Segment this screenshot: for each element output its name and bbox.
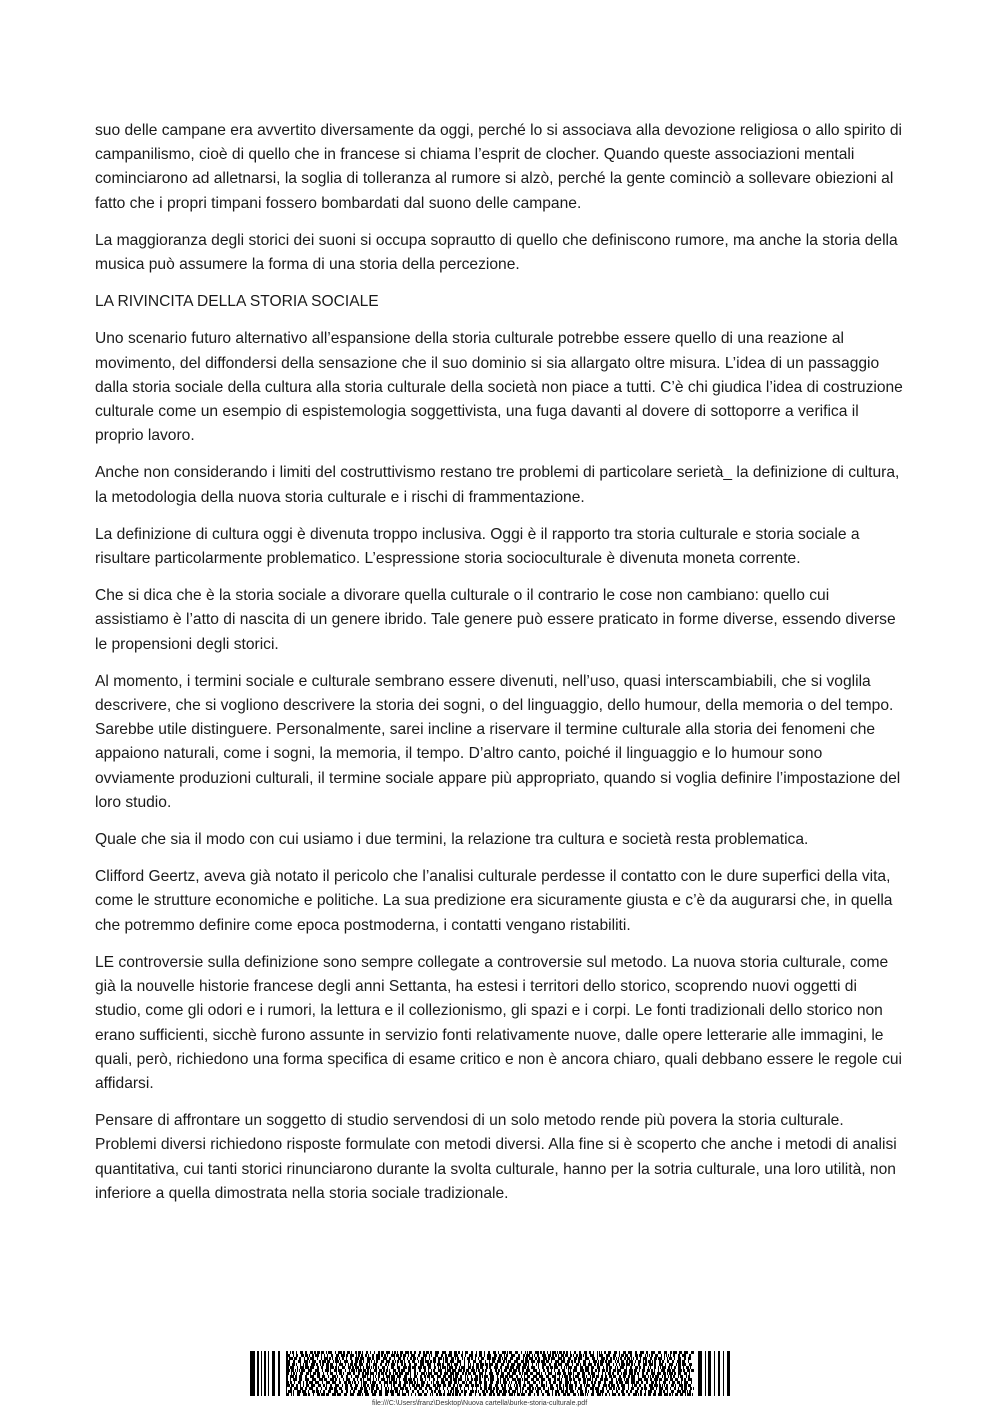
footer-file-path: file:///C:\Users\franz\Desktop\Nuova cartella\burke-storia-culturale.pdf — [372, 1400, 588, 1407]
barcode-graphic — [250, 1351, 732, 1396]
paragraph: Clifford Geertz, aveva già notato il pericolo che l’analisi culturale perdesse il contatto con le dure superfici della vita, come le strutture economiche e politiche. La sua predizione era sicuramente giusta e c’è da augurarsi che, in quella che potremmo definire come epoca postmoderna, i contatti vengano ristabiliti. — [95, 868, 893, 934]
paragraph: suo delle campane era avvertito diversamente da oggi, perché lo si associava alla devozione religiosa o allo spirito di campanilismo, cioè di quello che in francese si chiama l’esprit de clocher. Quando queste associazioni mentali cominciarono ad alletnarsi, la soglia di tolleranza al rumore si alzò, perché la gente cominciò a sollevare obiezioni al fatto che i propri timpani fossero bombardati dal suono delle campane. — [95, 122, 902, 212]
paragraph: Che si dica che è la storia sociale a divorare quella culturale o il contrario le cose non cambiano: quello cui assistiamo è l’atto di nascita di un genere ibrido. Tale genere può essere praticato in forme diverse, essendo diverse le propensioni degli storici. — [95, 587, 896, 653]
paragraph: La maggioranza degli storici dei suoni si occupa soprautto di quello che definiscono rumore, ma anche la storia della musica può assumere la forma di una storia della percezione. — [95, 231, 898, 274]
paragraph: Quale che sia il modo con cui usiamo i due termini, la relazione tra cultura e società resta problematica. — [95, 831, 809, 849]
paragraph: Pensare di affrontare un soggetto di studio servendosi di un solo metodo rende più povera la storia culturale. Problemi diversi richiedono risposte formulate con metodi diversi. Alla fine si è scoperto che anche i metodi di analisi quantitativa, cui tanti storici rinunciarono durante la svolta culturale, hanno per la sotria culturale, una loro utilità, non inferiore a quella dimostrata nella storia sociale tradizionale. — [95, 1112, 897, 1202]
section-heading: LA RIVINCITA DELLA STORIA SOCIALE — [95, 293, 379, 311]
paragraph: Anche non considerando i limiti del costruttivismo restano tre problemi di particolare serietà_ la definizione di cultura, la metodologia della nuova storia culturale e i rischi di frammentazione. — [95, 464, 900, 506]
paragraph: La definizione di cultura oggi è divenuta troppo inclusiva. Oggi è il rapporto tra storia culturale e storia sociale a risultare particolarmente problematico. L’espressione storia socioculturale è divenuta moneta corrente. — [95, 525, 860, 568]
paragraph: Al momento, i termini sociale e culturale sembrano essere divenuti, nell’uso, quasi interscambiabili, che si voglila descrivere, che si vogliono descrivere la storia dei sogni, o del linguaggio, dello humour, della memoria o del tempo. Sarebbe utile distinguere. Personalmente, sarei incline a riservare il termine culturale alla storia dei fenomeni che appaiono naturali, come i sogni, la memoria, il tempo. D’altro canto, poiché il linguaggio e lo humour sono ovviamente produzioni culturali, il termine sociale appare più appropriato, quando si voglia definire l’impostazione del loro studio. — [95, 672, 901, 811]
document-body — [95, 119, 905, 1219]
paragraph: LE controversie sulla definizione sono sempre collegate a controversie sul metodo. La nuova storia culturale, come già la nouvelle historie francese degli anni Settanta, ha estesi i territori dello storico, scoprendo nuovi oggetti di studio, come gli odori e i rumori, la lettura e il collezionismo, gli spazi e i corpi. Le fonti tradizionali dello storico non erano sufficienti, sicchè furono assunte in servizio fonti relativamente nuove, dalle opere letterarie alle immagini, le quali, però, richiedono una forma specifica di esame critico e non è ancora chiaro, quali debbano essere le regole cui affidarsi. — [95, 953, 903, 1092]
paragraph: Uno scenario futuro alternativo all’espansione della storia culturale potrebbe essere quello di una reazione al movimento, del diffondersi della sensazione che il suo dominio si sia allargato oltre misura. L’idea di un passaggio dalla storia sociale della cultura alla storia culturale della società non piace a tutti. C’è chi giudica l’idea di costruzione culturale come un esempio di espistemologia soggettivista, una fuga davanti al dovere di sottoporre a verifica il proprio lavoro. — [95, 330, 903, 445]
